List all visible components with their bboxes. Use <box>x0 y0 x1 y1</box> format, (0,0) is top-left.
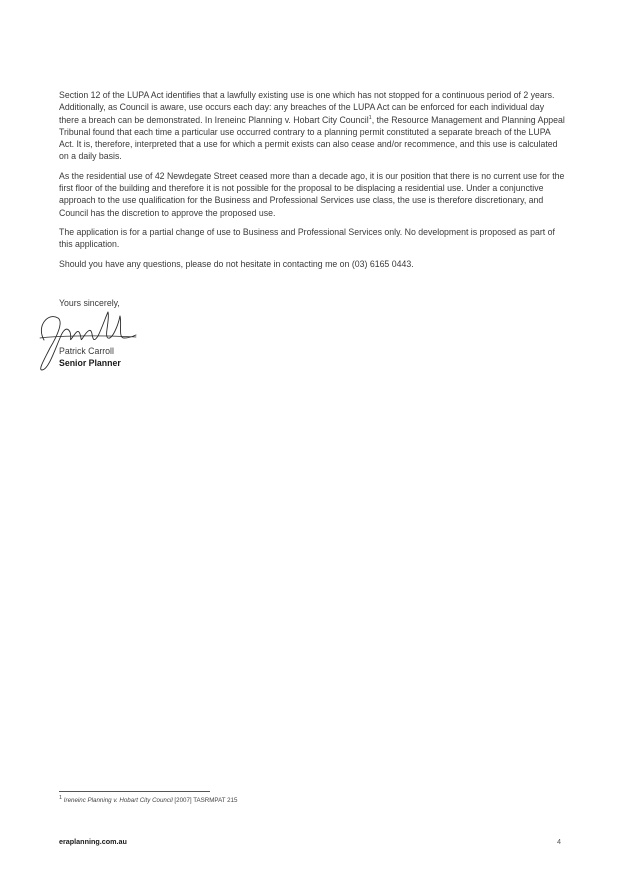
paragraph-text: Section 12 of the LUPA Act identifies that a lawfully existing use is one which has not stopped for a continuous period of 2 years. Additionally, as Council is aware, use occurs each day: any breaches of the LUPA Act can be enforced for each individual day there a breach can be demonstrated. In Ireneinc Planning v. Hobart City Council <box>59 90 555 125</box>
footnote-number: 1 <box>59 794 63 801</box>
footer-website-link[interactable]: eraplanning.com.au <box>59 837 127 846</box>
footnote <box>59 794 238 804</box>
signer-title: Senior Planner <box>59 358 121 368</box>
paragraph-contact: Should you have any questions, please do not hesitate in contacting me on (03) 6165 0443. <box>59 258 414 269</box>
footnote-case-name: Ireneinc Planning v. Hobart City Council <box>63 797 173 804</box>
closing-salutation: Yours sincerely, <box>59 298 120 308</box>
paragraph-text: , the Resource Management and Planning Appeal Tribunal found that each time a particular use occurred contrary to a planning permit constituted a separate breach of the LUPA Act. It is, therefore, interpreted that a use for which a permit exists can also cease and/or recommence, and this use is calculated on a daily basis. <box>59 114 565 162</box>
footnote-reference[interactable]: 1 <box>368 114 372 121</box>
letter-body <box>59 89 565 277</box>
paragraph-lupa-section-12 <box>59 89 565 163</box>
paragraph-residential-use: As the residential use of 42 Newdegate Street ceased more than a decade ago, it is our position that there is no current use for the first floor of the building and therefore it is not possible for the proposal to be displacing a residential use. Under a conjunctive approach to the use qualification for the Business and Professional Services use class, the use is therefore discretionary, and Council has the discretion to approve the proposed use. <box>59 170 565 218</box>
footnote-divider <box>59 791 210 792</box>
signer-name: Patrick Carroll <box>59 346 114 356</box>
page-number: 4 <box>557 837 561 846</box>
paragraph-application-scope: The application is for a partial change of use to Business and Professional Services only. No development is proposed as part of this application. <box>59 226 555 250</box>
footnote-citation: [2007] TASRMPAT 215 <box>172 797 238 804</box>
